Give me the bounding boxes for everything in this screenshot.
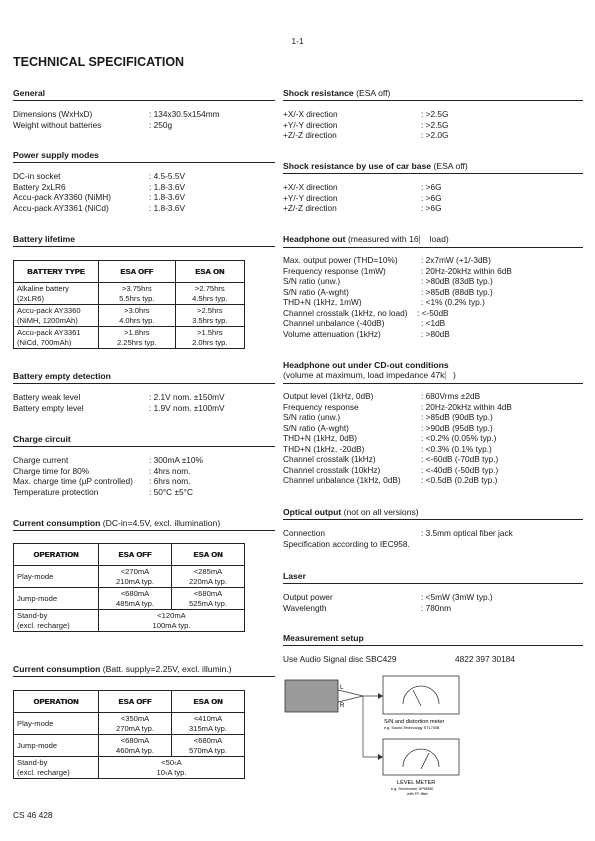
spec-list [13, 171, 275, 213]
spec-row: Battery weak level : 2.1V nom. ±150mV [13, 392, 225, 402]
spec-row: Connection : 3.5mm optical fiber jack [283, 528, 513, 538]
spec-row: +Y/-Y direction : >2.5G [283, 119, 449, 130]
table-row: Jump-mode <680mA 485mA typ. <680mA 525mA typ. [14, 588, 245, 610]
spec-list [283, 654, 583, 665]
section-title: Headphone out (measured with 16⎸ load) [283, 234, 583, 248]
table-row: Stand-by (excl. recharge) <50‹A 10‹A typ. [14, 757, 245, 779]
spec-list [283, 391, 583, 486]
spec-row: +Z/-Z direction : >2.0G [283, 130, 449, 140]
spec-list [283, 528, 583, 549]
section-title: Laser [283, 571, 583, 584]
spec-row: Max. output power (THD=10%) : 2x7mW (+1/-3dB) [283, 255, 491, 265]
section-title: Battery empty detection [13, 371, 275, 384]
measurement-setup-section [283, 633, 583, 665]
headphone-cd-out-section [283, 360, 583, 486]
table-header-row: OPERATION ESA OFF ESA ON [14, 691, 245, 713]
section-title: Charge circuit [13, 434, 275, 447]
page-number: 1-1 [291, 36, 304, 46]
table-row: Jump-mode <680mA 460mA typ. <680mA 570mA typ. [14, 735, 245, 757]
spec-row: Weight without batteries : 250g [13, 119, 173, 130]
spec-row: Accu-pack AY3361 (NiCd) : 1.8-3.6V [13, 202, 185, 213]
headphone-out-section [283, 234, 583, 339]
spec-row: Output power : <5mW (3mW typ.) [283, 592, 493, 602]
optical-output-section [283, 507, 583, 549]
spec-row: S/N ratio (unw.) : >80dB (83dB typ.) [283, 276, 493, 286]
spec-row: +X/-X direction : >6G [283, 182, 442, 192]
table-row: Play-mode <350mA 270mA typ. <410mA 315mA typ. [14, 713, 245, 735]
spec-row: THD+N (1kHz, -20dB) : <0.3% (0.1% typ.) [283, 443, 492, 454]
battery-lifetime-table [13, 260, 245, 349]
spec-row: Channel crosstalk (1kHz) : <-60dB (-70dB typ.) [283, 454, 499, 464]
spec-list [283, 592, 583, 613]
spec-row: Channel unbalance (1kHz, 0dB) : <0.5dB (0.2dB typ.) [283, 475, 498, 485]
spec-row: S/N ratio (A-wght) : >85dB (88dB typ.) [283, 286, 493, 297]
spec-row: DC-in socket : 4.5-5.5V [13, 171, 185, 181]
current-consumption-batt-section [13, 664, 275, 677]
spec-row: Frequency response : 20Hz-20kHz within 4dB [283, 401, 512, 412]
page-title: TECHNICAL SPECIFICATION [13, 55, 185, 69]
table-row: Accu-pack AY3360 (NiMH, 1200mAh) >3.0hrs 4.0hrs typ. >2.5hrs 3.5hrs typ. [14, 305, 245, 327]
section-title: Current consumption (Batt. supply=2.25V, excl. illumin.) [13, 664, 275, 677]
spec-row: Volume attenuation (1kHz) : >80dB [283, 328, 450, 339]
arrow-icon [378, 754, 383, 760]
spec-row: +Z/-Z direction : >6G [283, 203, 442, 213]
spec-row: Charge time for 80% : 4hrs nom. [13, 465, 191, 476]
current-consumption-dc-section [13, 518, 275, 531]
laser-section [283, 571, 583, 613]
section-title: Battery lifetime [13, 234, 275, 247]
spec-row: THD+N (1kHz, 0dB) : <0.2% (0.05% typ.) [283, 433, 497, 443]
spec-list [283, 182, 583, 214]
battery-lifetime-section [13, 234, 275, 247]
section-title: General [13, 88, 275, 101]
shock-resistance-section [283, 88, 583, 141]
section-title: Headphone out under CD-out conditions [283, 360, 449, 370]
spec-row: Battery empty level : 1.9V nom. ±100mV [13, 402, 225, 413]
spec-row: S/N ratio (unw.) : >85dB (90dB typ.) [283, 412, 493, 422]
general-section [13, 88, 275, 130]
meter2-subtitle-2: with FF-filter [407, 792, 428, 796]
table-header-row: OPERATION ESA OFF ESA ON [14, 544, 245, 566]
spec-row: Channel crosstalk (1kHz, no load) : <-50dB [283, 307, 449, 318]
spec-row: Temperature protection : 50°C ±5°C [13, 486, 193, 497]
spec-list [13, 392, 275, 413]
table-row: Stand-by (excl. recharge) <120mA 100mA typ. [14, 610, 245, 632]
current-consumption-batt-table [13, 690, 245, 779]
section-title: Shock resistance by use of car base (ESA off) [283, 161, 583, 174]
spec-row: Charge current : 300mA ±10% [13, 455, 203, 465]
section-title: Power supply modes [13, 150, 275, 163]
distortion-meter-box [383, 676, 459, 714]
table-row: Play-mode <270mA 210mA typ. <285mA 220mA typ. [14, 566, 245, 588]
table-header-row: BATTERY TYPE ESA OFF ESA ON [14, 261, 245, 283]
shock-car-base-section [283, 161, 583, 214]
spec-row: Max. charge time (µP controlled) : 6hrs nom. [13, 476, 191, 486]
spec-row: THD+N (1kHz, 1mW) : <1% (0.2% typ.) [283, 297, 485, 307]
measurement-diagram-svg [283, 672, 483, 802]
section-title: Shock resistance (ESA off) [283, 88, 583, 101]
section-title: Measurement setup [283, 633, 583, 646]
power-supply-section [13, 150, 275, 213]
section-title: Current consumption (DC-in=4.5V, excl. illumination) [13, 518, 275, 531]
spec-row: +X/-X direction : >2.5G [283, 109, 449, 119]
section-note: (volume at maximum, load impedance 47k⎸) [283, 370, 583, 384]
meter1-title: S/N and distortion meter [384, 719, 445, 725]
spec-row: Output level (1kHz, 0dB) : 680Vrms ±2dB [283, 391, 481, 401]
level-meter-box [383, 739, 459, 775]
document-code: CS 46 428 [13, 810, 53, 820]
section-title: Optical output (not on all versions) [283, 507, 583, 520]
spec-row: Dimensions (WxHxD) : 134x30.5x154mm [13, 109, 220, 119]
table-row: Accu-pack AY3361 (NiCd, 700mAh) >1.8hrs 2.25hrs typ. >1.5hrs 2.0hrs typ. [14, 327, 245, 349]
measurement-diagram [283, 672, 483, 802]
charge-circuit-section [13, 434, 275, 497]
spec-list [13, 455, 275, 497]
spec-row: Frequency response (1mW) : 20Hz-20kHz within 6dB [283, 265, 512, 276]
output-r-label: R [340, 703, 345, 709]
wire-l [338, 690, 363, 696]
spec-row: Use Audio Signal disc SBC429 4822 397 30184 [283, 654, 515, 664]
meter2-subtitle: e.g. Sennheiser UPM550 [391, 787, 434, 791]
spec-row: S/N ratio (A-wght) : >90dB (95dB typ.) [283, 422, 493, 433]
spec-row: Wavelength : 780nm [283, 602, 451, 613]
spec-row: Accu-pack AY3360 (NiMH) : 1.8-3.6V [13, 192, 185, 202]
spec-row: +Y/-Y direction : >6G [283, 192, 442, 203]
meter2-title: LEVEL METER [397, 780, 436, 786]
spec-note: Specification according to IEC958. [283, 538, 410, 549]
player-box [285, 680, 338, 712]
battery-empty-section [13, 371, 275, 413]
spec-list [13, 109, 275, 130]
meter1-subtitle: e.g. Sound Technology ST1700B [384, 726, 440, 730]
spec-row: Channel unbalance (-40dB) : <1dB [283, 318, 446, 328]
current-consumption-dc-table [13, 543, 245, 632]
spec-row: Channel crosstalk (10kHz) : <-40dB (-50dB typ.) [283, 464, 499, 475]
spec-list [283, 109, 583, 141]
output-l-label: L [340, 685, 344, 691]
table-row: Alkaline battery (2xLR6) >3.75hrs 5.5hrs typ. >2.75hrs 4.5hrs typ. [14, 283, 245, 305]
spec-list [283, 255, 583, 339]
spec-row: Battery 2xLR6 : 1.8-3.6V [13, 181, 185, 192]
wire-r [338, 696, 363, 702]
arrow-icon [378, 693, 383, 699]
